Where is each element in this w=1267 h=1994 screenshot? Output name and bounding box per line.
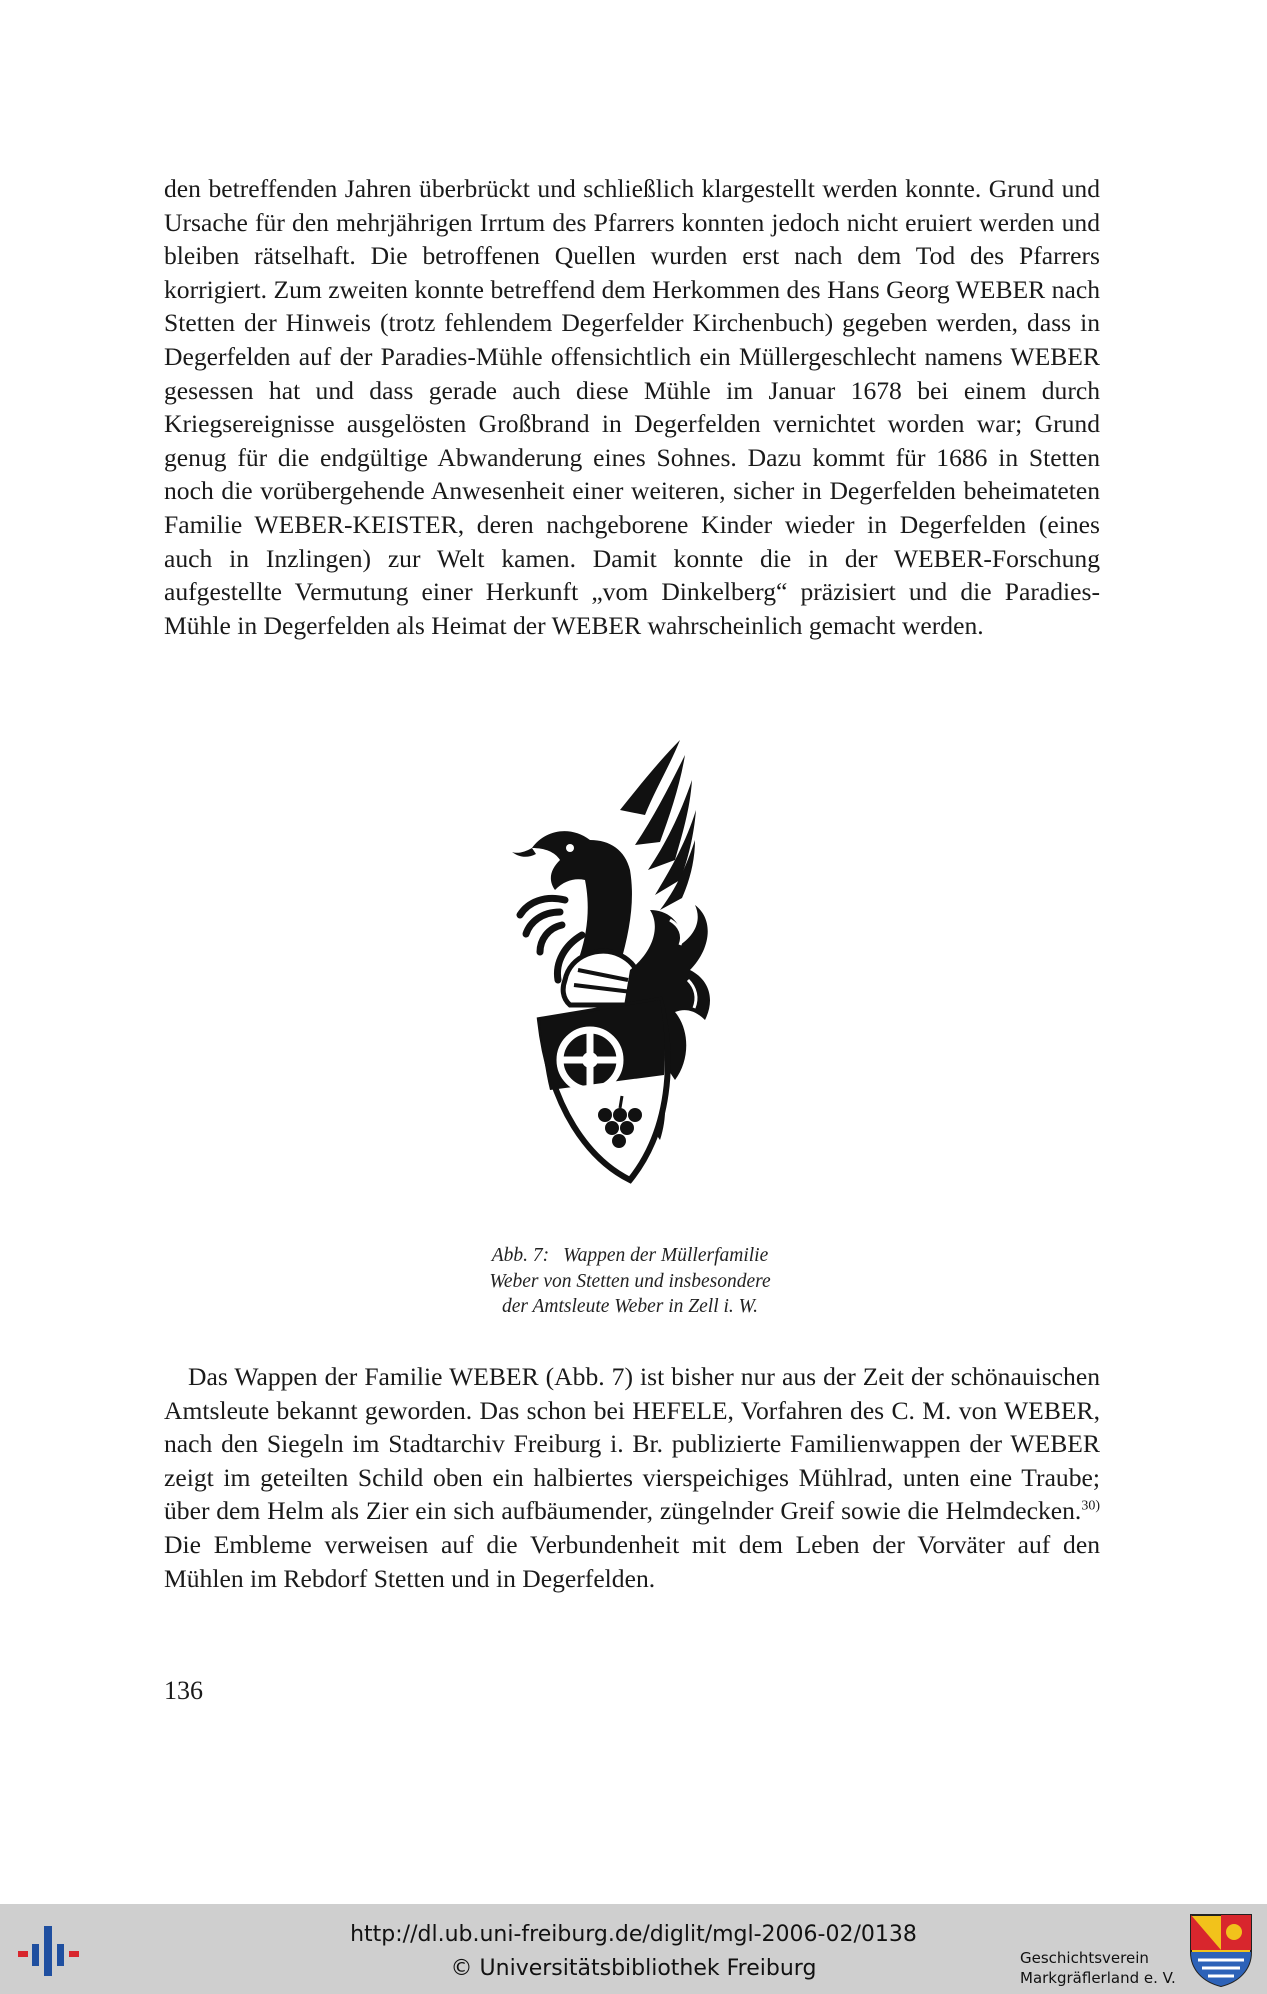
paragraph-2-text-after: Die Embleme verweisen auf die Verbundenheit mit dem Leben der Vorväter auf den Mühlen im Rebdorf Stetten und in Degerfelden. bbox=[164, 1529, 1100, 1593]
coat-of-arms-figure bbox=[470, 730, 770, 1200]
footer-society-name bbox=[1020, 1948, 1176, 1988]
caption-line-1-text: Wappen der Müllerfamilie bbox=[563, 1245, 769, 1266]
paragraph-1-text: den betreffenden Jahren überbrückt und schließlich klargestellt werden konnte. Grund und Ursache für den mehrjährigen Irrtum des Pfarrers konnten jedoch nicht eruiert werden und bleiben rätselhaft. Die betroffenen Quellen wurden erst nach dem Tod des Pfarrers korrigiert. Zum zweiten konnte betreffend dem Herkommen des Hans Georg WEBER nach Stetten der Hinweis (trotz fehlendem Degerfelder Kirchenbuch) gegeben werden, dass in Degerfelden auf der Paradies-Mühle offensichtlich ein Müllergeschlecht namens WEBER gesessen hat und dass gerade auch diese Mühle im Januar 1678 bei einem durch Kriegsereignisse ausgelösten Großbrand in Degerfelden vernichtet worden war; Grund genug für die endgültige Abwanderung eines Sohnes. Dazu kommt für 1686 in Stetten noch die vorübergehende Anwesenheit einer weiteren, sicher in Degerfelden beheimateten Familie WEBER-KEISTER, deren nachgeborene Kinder wieder in Degerfelden (eines auch in Inzlingen) zur Welt kamen. Damit konnte die in der WEBER-Forschung aufgestellte Vermutung einer Herkunft „vom Dinkelberg“ präzisiert und die Paradies-Mühle in Degerfelden als Heimat der WEBER wahrscheinlich gemacht werden. bbox=[164, 174, 1100, 640]
caption-line-1 bbox=[420, 1243, 840, 1269]
footer-url-link[interactable]: http://dl.ub.uni-freiburg.de/diglit/mgl-2006-02/0138 bbox=[350, 1922, 917, 1947]
coat-of-arms-griffin-icon bbox=[470, 730, 770, 1200]
footer-copyright: © Universitätsbibliothek Freiburg bbox=[450, 1956, 817, 1981]
body-paragraph-1 bbox=[164, 172, 1100, 642]
paragraph-2-text-before: Das Wappen der Familie WEBER (Abb. 7) ist bisher nur aus der Zeit der schönauischen Amtsleute bekannt geworden. Das schon bei HEFELE, Vorfahren des C. M. von WEBER, nach den Siegeln im Stadtarchiv Freiburg i. Br. publizierte Familienwappen der WEBER zeigt im geteilten Schild oben ein halbiertes vierspeichiges Mühlrad, unten eine Traube; über dem Helm als Zier ein sich aufbäumender, züngelnder Greif sowie die Helmdecken. bbox=[164, 1362, 1100, 1526]
society-crest-icon[interactable] bbox=[1188, 1912, 1254, 1988]
caption-line-3: der Amtsleute Weber in Zell i. W. bbox=[501, 1296, 758, 1317]
footnote-reference[interactable]: 30) bbox=[1081, 1498, 1100, 1514]
figure-caption bbox=[420, 1243, 840, 1320]
paragraph-2-text bbox=[164, 1360, 1100, 1595]
footer-bar bbox=[0, 1904, 1267, 1994]
society-line-1: Geschichtsverein bbox=[1020, 1949, 1149, 1967]
caption-line-2: Weber von Stetten und insbesondere bbox=[489, 1270, 771, 1292]
caption-prefix: Abb. 7: bbox=[491, 1245, 550, 1266]
body-paragraph-2 bbox=[164, 1360, 1100, 1595]
page-number: 136 bbox=[164, 1676, 203, 1705]
society-line-2: Markgräflerland e. V. bbox=[1020, 1969, 1176, 1987]
